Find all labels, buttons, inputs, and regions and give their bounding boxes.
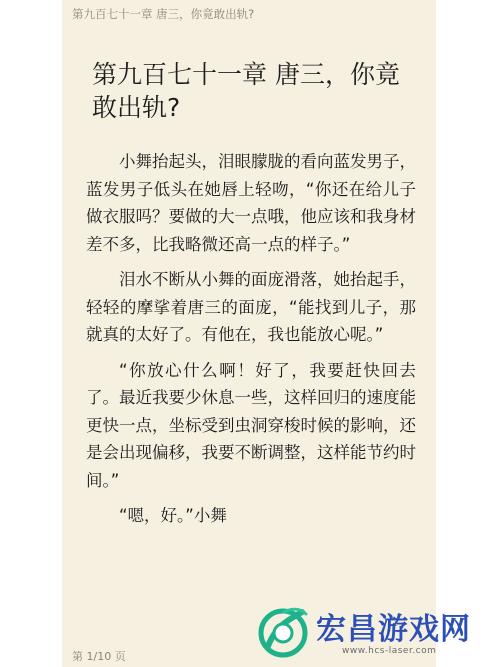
paragraph-4: “嗯，好。”小舞 (119, 506, 227, 525)
page-indicator: 第 1/10 页 (72, 650, 126, 663)
reader-page[interactable] (62, 0, 436, 667)
chapter-content (86, 148, 416, 538)
running-header: 第九百七十一章 唐三，你竟敢出轨? (72, 7, 255, 21)
paragraph-3: “你放心什么啊！好了，我要赶快回去了。最近我要少休息一些，这样回归的速度能更快一点，坐标受到虫洞穿梭时候的影响，还是会出现偏移，我要不断调整，这样能节约时间。” (86, 360, 416, 490)
chapter-title: 第九百七十一章 唐三，你竟敢出轨? (92, 60, 400, 122)
watermark-logo-icon (254, 602, 312, 660)
paragraph-1: 小舞抬起头，泪眼朦胧的看向蓝发男子，蓝发男子低头在她唇上轻吻，“你还在给儿子做衣服吗？要做的大一点哦，他应该和我身材差不多，比我略微还高一点的样子。” (86, 152, 416, 254)
watermark-url: www.hcs-laser.com (342, 646, 437, 656)
site-watermark (254, 598, 500, 667)
paragraph-2: 泪水不断从小舞的面庞滑落，她抬起手，轻轻的摩挲着唐三的面庞，“能找到儿子，那就真的太好了。有他在，我也能放心呢。” (86, 270, 416, 344)
watermark-name: 宏昌游戏网 (316, 612, 471, 647)
